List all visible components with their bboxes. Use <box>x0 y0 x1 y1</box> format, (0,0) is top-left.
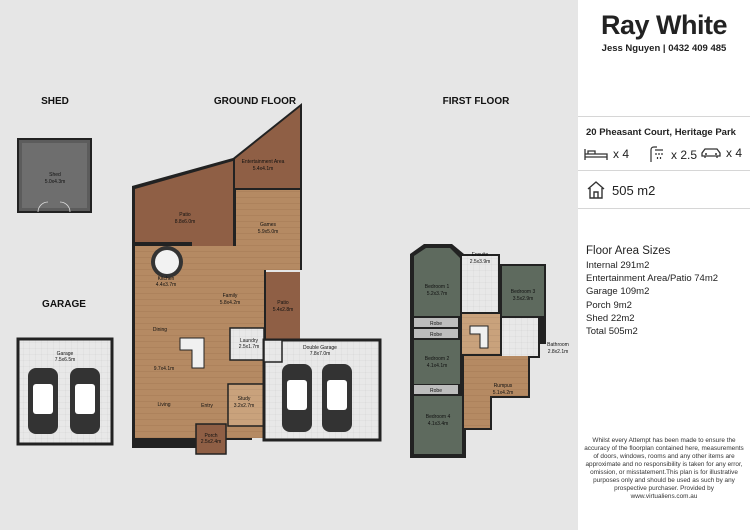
study-size: 3.2x2.7m <box>233 403 255 409</box>
bedroom-3-label: Bedroom 3 <box>510 289 536 295</box>
bathroom-size: 2.8x2.1m <box>547 349 569 355</box>
bedrooms-count: x 4 <box>613 147 630 161</box>
section-title-garage: GARAGE <box>42 299 86 310</box>
laundry-size: 2.5x1.7m <box>238 344 260 350</box>
property-address: 20 Pheasant Court, Heritage Park <box>586 127 736 138</box>
bathrooms-count: x 2.5 <box>671 148 698 162</box>
family-label: Family <box>222 293 238 299</box>
section-title-shed: SHED <box>41 96 69 107</box>
shed-plan <box>18 139 91 212</box>
parking-feature <box>700 146 742 160</box>
brand-logo: Ray White <box>600 10 728 40</box>
entertainment-area-size: 5.4x4.1m <box>252 166 274 172</box>
info-panel <box>578 0 750 530</box>
floor-area-item: Garage 109m2 <box>586 286 650 298</box>
house-icon <box>586 180 606 200</box>
porch-label: Porch <box>204 433 218 439</box>
patio-2-label: Patio <box>277 300 289 306</box>
kitchen-size: 4.4x3.7m <box>155 282 177 288</box>
entertainment-area-label: Entertainment Area <box>241 159 285 165</box>
shed-size: 5.0x4.3m <box>44 179 66 185</box>
bedroom-2-size: 4.1x4.1m <box>426 363 448 369</box>
bedroom-3-size: 3.5x2.9m <box>512 296 534 302</box>
kitchen-label: Kitchen <box>157 276 175 282</box>
robe-3-label: Robe <box>430 388 442 394</box>
ground-floor-plan <box>132 103 380 454</box>
divider <box>578 208 750 209</box>
floor-area-title: Floor Area Sizes <box>586 245 671 257</box>
bedrooms-feature <box>584 146 629 162</box>
rumpus-size: 5.1x4.2m <box>492 390 514 396</box>
bedroom-4-label: Bedroom 4 <box>425 414 451 420</box>
ensuite-size: 2.5x3.9m <box>469 259 491 265</box>
bedroom-2-label: Bedroom 2 <box>424 356 450 362</box>
floor-area-item: Internal 291m2 <box>586 260 650 271</box>
shed-label: Shed <box>49 172 61 178</box>
first-floor-plan <box>410 244 569 458</box>
double-garage-label: Double Garage <box>303 345 337 351</box>
laundry-label: Laundry <box>239 338 259 344</box>
shower-icon <box>648 146 668 164</box>
disclaimer-text: Whilst every Attempt has been made to ensure the accuracy of the floorplan contained here, measurements of doors, windows, rooms and any other items are approximate and no responsibility is taken for any error, omission, or misstatement.This plan is for illustrative purposes only and should be used as such by any prospective purchaser. Provided by www.virtualiens.com.au <box>584 437 744 500</box>
land-area-value: 505 m2 <box>612 182 656 198</box>
robe-2-label: Robe <box>430 332 442 338</box>
porch-size: 2.5x2.4m <box>200 439 222 445</box>
patio-2-size: 5.4x2.8m <box>272 307 294 313</box>
land-area <box>586 180 655 200</box>
bedroom-1-size: 5.2x3.7m <box>426 291 448 297</box>
agent-contact: Jess Nguyen | 0432 409 485 <box>601 43 727 54</box>
family-size: 5.8x4.2m <box>219 300 241 306</box>
bedroom-4-size: 4.1x3.4m <box>427 421 449 427</box>
living-size: 9.7x4.1m <box>153 366 175 372</box>
section-title-ground-floor: GROUND FLOOR <box>213 96 297 107</box>
study-label: Study <box>237 396 251 402</box>
double-garage-size: 7.8x7.0m <box>309 351 331 357</box>
divider <box>578 170 750 171</box>
detached-garage-plan <box>18 339 112 444</box>
robe-1-label: Robe <box>430 321 442 327</box>
parking-count: x 4 <box>726 146 743 160</box>
entry-label: Entry <box>201 403 213 409</box>
bedroom-1-label: Bedroom 1 <box>424 284 450 290</box>
car-icon <box>700 146 722 160</box>
floor-area-item: Total 505m2 <box>586 326 638 338</box>
rumpus-label: Rumpus <box>493 383 513 389</box>
garage-size: 7.5x6.5m <box>54 357 76 363</box>
living-label: Living <box>157 402 171 408</box>
floor-area-list <box>586 259 718 338</box>
floor-area-item: Porch 9m2 <box>586 299 632 311</box>
garage-label: Garage <box>56 351 74 357</box>
dining-label: Dining <box>152 327 168 333</box>
divider <box>578 116 750 117</box>
games-label: Games <box>259 222 277 228</box>
games-size: 5.9x5.0m <box>257 229 279 235</box>
ensuite-label: Ensuite <box>471 252 489 258</box>
floor-area-item: Shed 22m2 <box>586 312 635 324</box>
bed-icon <box>584 146 608 162</box>
bathrooms-feature <box>648 146 697 164</box>
bathroom-label: Bathroom <box>547 342 569 348</box>
section-title-first-floor: FIRST FLOOR <box>442 96 510 107</box>
patio-label: Patio <box>179 212 191 218</box>
floor-area-item: Entertainment Area/Patio 74m2 <box>586 273 719 285</box>
patio-size: 8.8x6.0m <box>174 219 196 225</box>
